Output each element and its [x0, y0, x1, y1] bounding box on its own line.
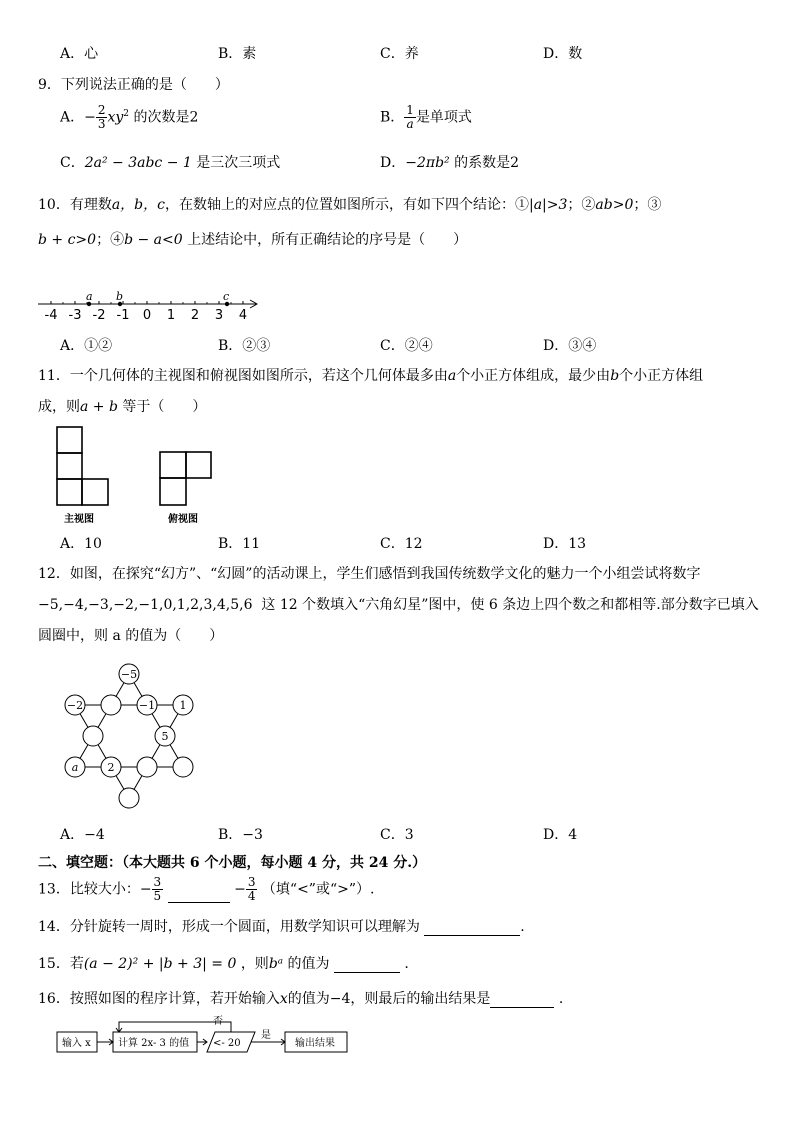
- q15: 15．若(a − 2)² + |b + 3| = 0 ，则bᵃ 的值为 .: [38, 956, 409, 972]
- axis-tick-label: -3: [68, 308, 82, 323]
- circle-lower-mid-right: [137, 757, 157, 777]
- circle-value-top: −5: [120, 668, 138, 681]
- q12-line1: 12．如图，在探究“幻方”、“幻圆”的活动课上，学生们感悟到我国传统数学文化的魅力一个小组尝试将数字: [38, 566, 701, 582]
- front-view-label: 主视图: [64, 514, 94, 525]
- q11-line1: 11．一个几何体的主视图和俯视图如图所示，若这个几何体最多由a个小正方体组成，最少由b个小正方体组: [38, 368, 704, 384]
- circle-bottom: [119, 788, 139, 808]
- q10-option-d: D．③④: [543, 338, 597, 354]
- q12-line3: 圆圈中，则 a 的值为（ ）: [38, 628, 224, 644]
- q10-line1: 10．有理数a，b，c，在数轴上的对应点的位置如图所示，有如下四个结论：①|a|>3；②ab>0；③: [38, 197, 662, 213]
- flow-input-text: 输入 x: [62, 1038, 91, 1049]
- circle-value-upper-right: 1: [179, 699, 187, 712]
- q9-option-c: C．2a² − 3abc − 1 是三次三项式: [60, 155, 281, 171]
- q8-option-a: A．心: [60, 46, 99, 62]
- q9-option-b: B． $\frac{1}{a}$ 是单项式: [380, 103, 472, 131]
- q9-stem: 9．下列说法正确的是（ ）: [38, 77, 229, 93]
- q11-option-d: D．13: [543, 536, 587, 552]
- q10-option-a: A．①②: [60, 338, 113, 354]
- q8-option-d: D．数: [543, 46, 583, 62]
- hexagram-figure: [56, 660, 201, 815]
- q16-flowchart: [55, 1014, 355, 1058]
- axis-tick-label: -2: [92, 308, 106, 323]
- circle-value-upper-mid-right: −1: [138, 699, 156, 712]
- flow-no-label: 否: [213, 1016, 223, 1027]
- q16: 16．按照如图的程序计算，若开始输入x的值为−4，则最后的输出结果是 .: [38, 991, 564, 1007]
- axis-tick-label: 3: [214, 308, 224, 323]
- q11-option-c: C．12: [380, 536, 423, 552]
- axis-tick-label: 1: [166, 308, 176, 323]
- circle-value-lower-left: a: [71, 761, 79, 774]
- top-view-label: 俯视图: [168, 514, 198, 525]
- q12-line2: −5,−4,−3,−2,−1,0,1,2,3,4,5,6 这 12 个数填入“六角幻星”图中，使 6 条边上四个数之和都相等.部分数字已填入: [38, 597, 759, 613]
- q11-option-a: A．10: [60, 536, 102, 552]
- top-view: [160, 452, 211, 505]
- hexagram-circles: [65, 664, 193, 808]
- circle-value-upper-left: −2: [66, 699, 84, 712]
- q13-answer-blank: [168, 902, 230, 903]
- q14-answer-blank: [424, 935, 520, 936]
- q12-option-a: A．−4: [60, 827, 105, 843]
- q11-line2: 成，则a + b 等于（ ）: [38, 399, 207, 415]
- q14: 14．分针旋转一周时，形成一个圆面，用数学知识可以理解为 .: [38, 919, 525, 935]
- q10-line2: b + c>0；④b − a<0 上述结论中，所有正确结论的序号是（ ）: [38, 232, 468, 248]
- axis-tick-label: -1: [116, 308, 130, 323]
- axis-tick-label: 0: [142, 308, 152, 323]
- q12-option-d: D．4: [543, 827, 578, 843]
- q11-option-b: B．11: [218, 536, 261, 552]
- axis-tick-label: 2: [190, 308, 200, 323]
- circle-value-middle-right: 5: [161, 730, 169, 743]
- flow-output-text: 输出结果: [295, 1038, 335, 1049]
- q9-option-a: A．− $\frac{2}{3}$ $xy^2$ 的次数是2: [60, 103, 199, 131]
- q8-option-b: B．素: [218, 46, 257, 62]
- point-label-b: b: [116, 290, 124, 303]
- axis-tick-label: 4: [238, 308, 248, 323]
- flow-calc-text: 计算 2x- 3 的值: [118, 1038, 190, 1049]
- circle-value-lower-mid-left: 2: [107, 761, 115, 774]
- number-line-figure: [30, 288, 270, 324]
- flow-yes-label: 是: [261, 1030, 271, 1041]
- flow-condition-text: <- 20: [213, 1038, 241, 1049]
- q15-answer-blank: [334, 972, 400, 973]
- circle-middle-left: [83, 726, 103, 746]
- q12-option-c: C．3: [380, 827, 414, 843]
- point-label-c: c: [223, 290, 230, 303]
- q13: 13．比较大小：− $\frac{3}{5}$ − $\frac{3}{4}$ （填“<”或“>”）.: [38, 875, 375, 903]
- q16-answer-blank: [490, 1007, 554, 1008]
- point-label-a: a: [86, 290, 93, 303]
- q9-option-d: D．−2πb² 的系数是2: [380, 155, 520, 171]
- axis-tick-label: -4: [44, 308, 58, 323]
- q10-option-b: B．②③: [218, 338, 271, 354]
- q10-option-c: C．②④: [380, 338, 433, 354]
- front-view: [57, 427, 108, 505]
- q11-views-figure: [50, 425, 220, 530]
- section-2-title: 二、填空题：（本大题共 6 个小题，每小题 4 分，共 24 分.）: [38, 855, 427, 871]
- q8-option-c: C．养: [380, 46, 419, 62]
- q12-option-b: B．−3: [218, 827, 263, 843]
- circle-lower-right: [173, 757, 193, 777]
- circle-upper-mid-left: [101, 695, 121, 715]
